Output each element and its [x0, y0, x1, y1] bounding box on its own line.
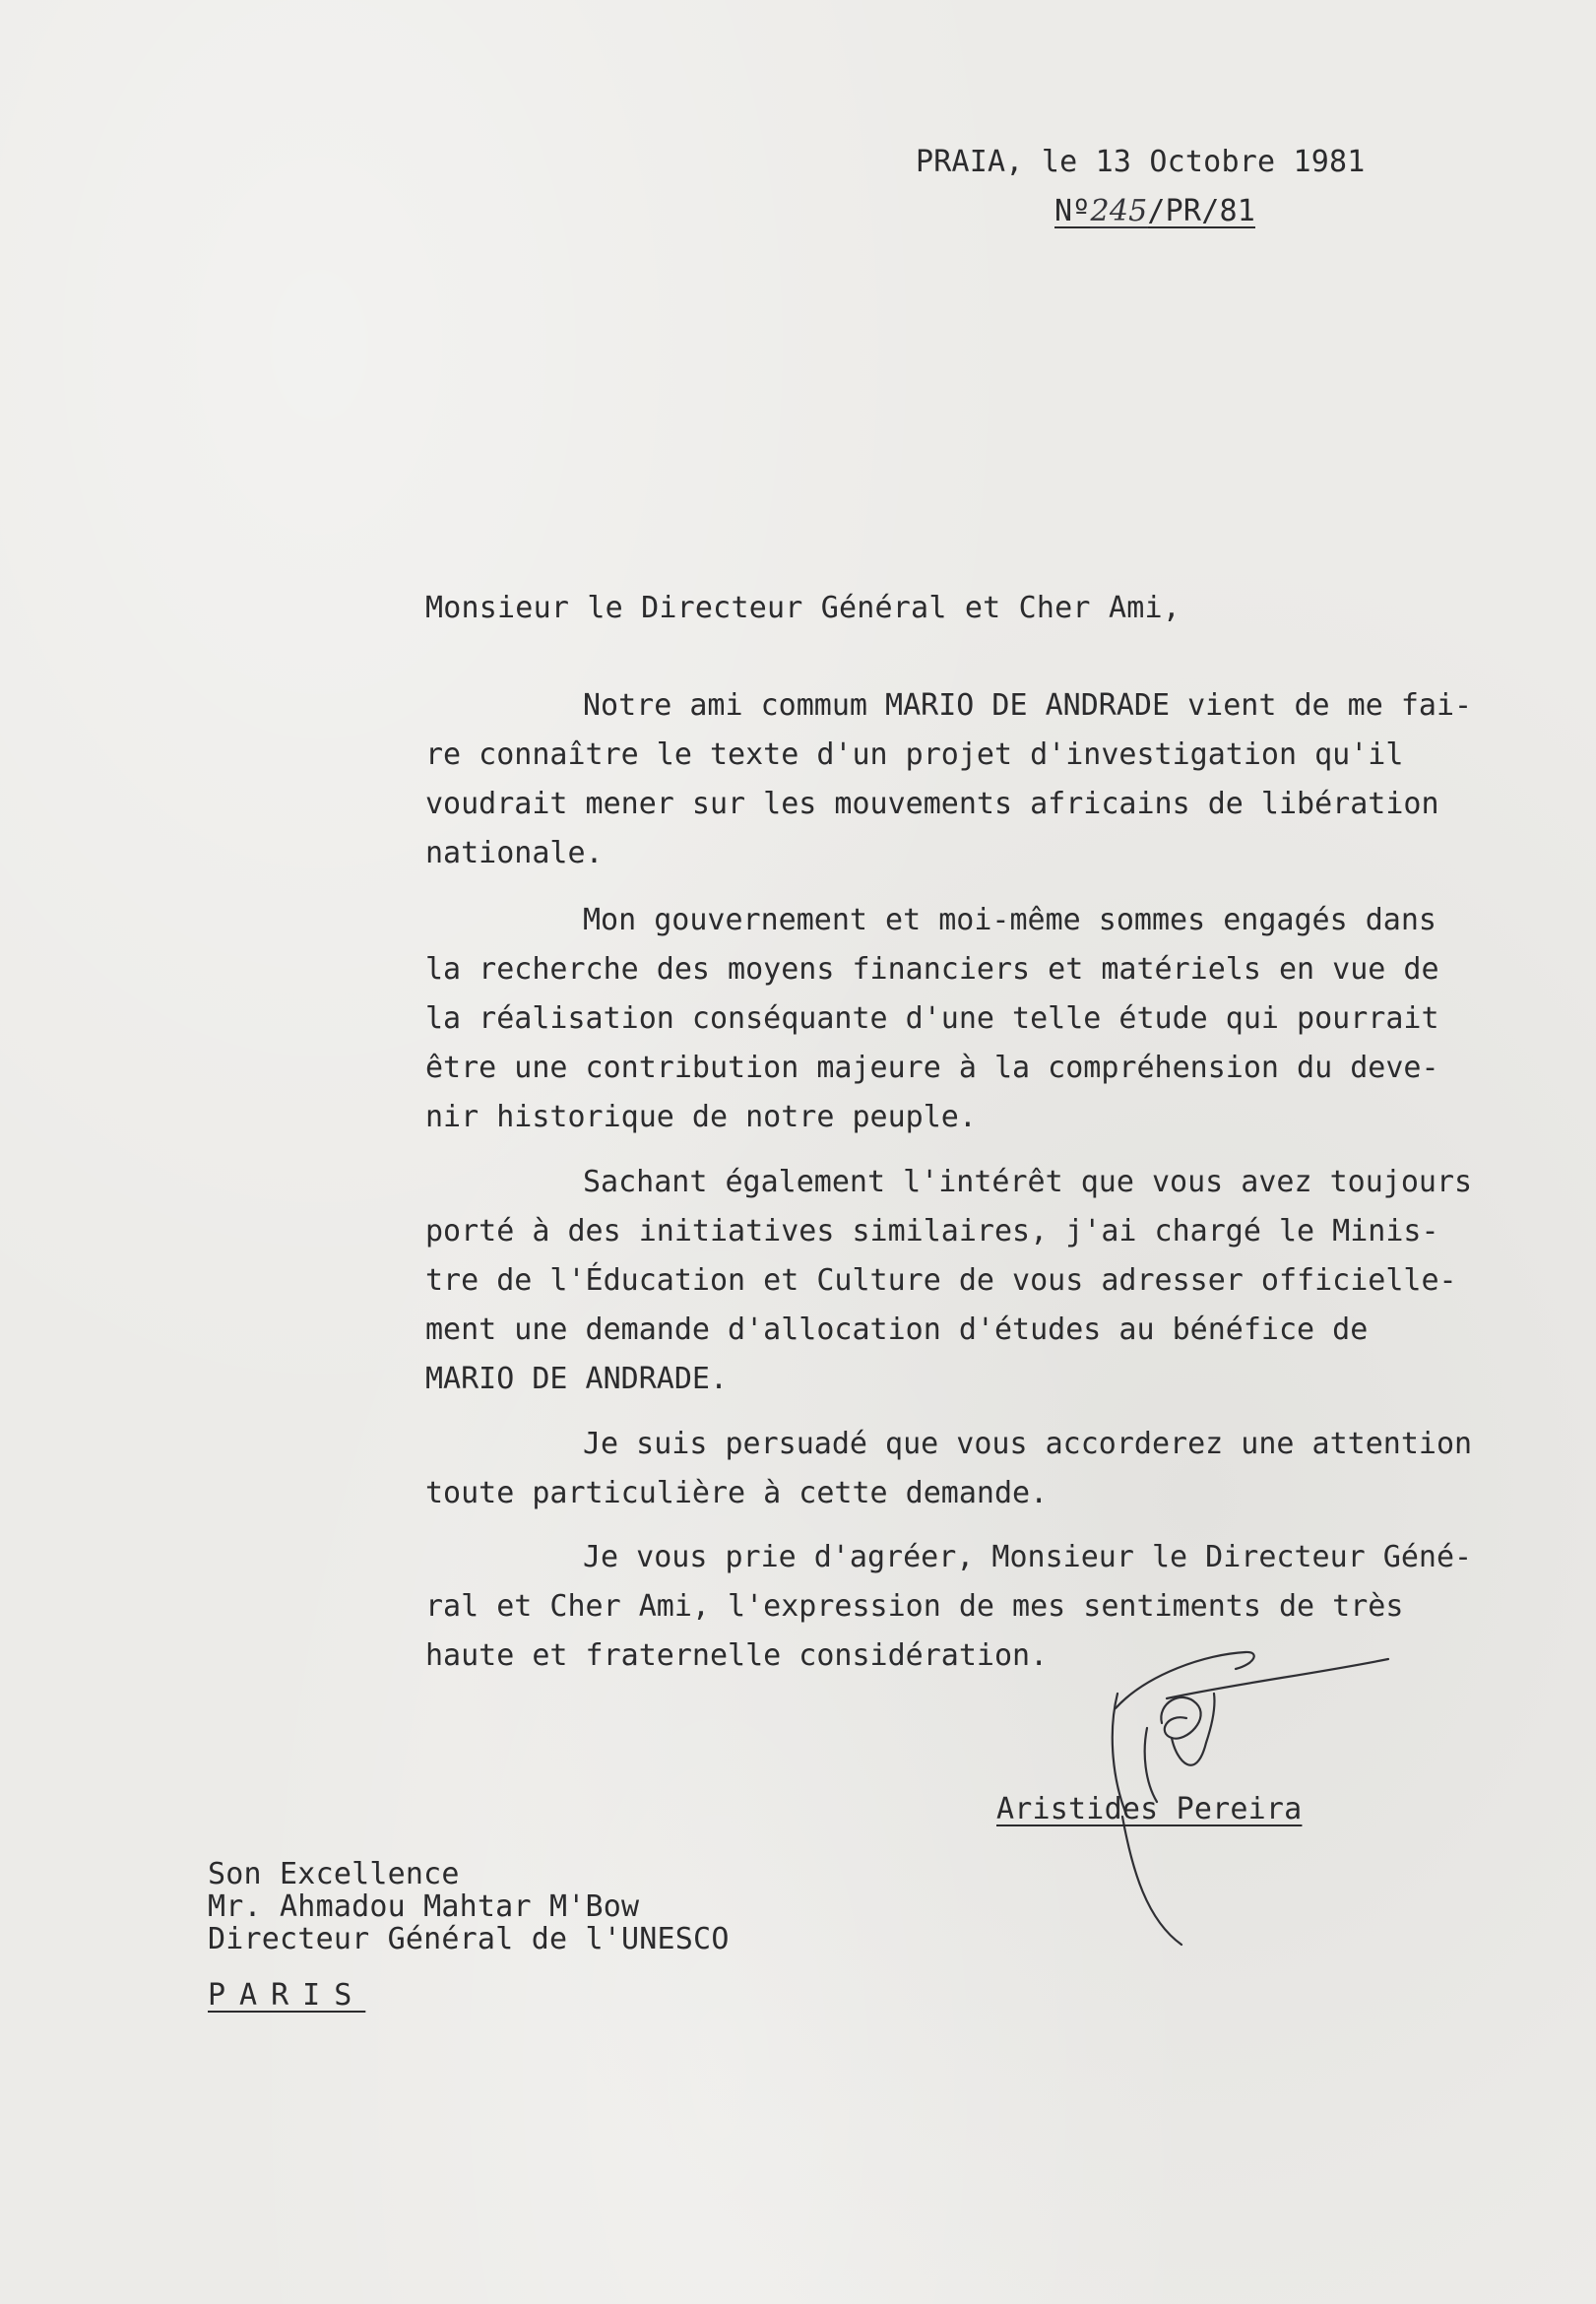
paragraph-line: MARIO DE ANDRADE.	[425, 1362, 729, 1396]
body-paragraph-2	[425, 896, 1526, 1142]
paragraph-line: haute et fraternelle considération.	[425, 1638, 1049, 1673]
reference-handwritten-number: 245	[1090, 194, 1148, 228]
place-date: PRAIA, le 13 Octobre 1981	[916, 145, 1366, 179]
body-paragraph-4	[425, 1420, 1526, 1518]
paragraph-line: Sachant également l'intérêt que vous avez toujours	[583, 1165, 1473, 1199]
signatory-name: Aristides Pereira	[996, 1792, 1303, 1826]
paragraph-line: tre de l'Éducation et Culture de vous adresser officielle-	[425, 1263, 1457, 1298]
body-paragraph-3	[425, 1158, 1526, 1404]
paragraph-line: porté à des initiatives similaires, j'ai chargé le Minis-	[425, 1214, 1439, 1248]
paragraph-line: nir historique de notre peuple.	[425, 1100, 977, 1134]
paragraph-line: la réalisation conséquante d'une telle étude qui pourrait	[425, 1001, 1439, 1036]
paragraph-line: nationale.	[425, 836, 604, 870]
paragraph-line: Mon gouvernement et moi-même sommes engagés dans	[583, 903, 1436, 937]
reference-number	[1054, 187, 1255, 236]
paragraph-line: re connaître le texte d'un projet d'investigation qu'il	[425, 737, 1404, 772]
paragraph-line: Je suis persuadé que vous accorderez une attention	[583, 1427, 1473, 1461]
paragraph-line: être une contribution majeure à la compréhension du deve-	[425, 1051, 1439, 1085]
paragraph-line: ral et Cher Ami, l'expression de mes sentiments de très	[425, 1589, 1404, 1624]
paragraph-line: toute particulière à cette demande.	[425, 1476, 1049, 1510]
addressee-name: Mr. Ahmadou Mahtar M'Bow	[208, 1889, 640, 1924]
reference-prefix: Nº	[1054, 194, 1091, 228]
body-paragraph-1	[425, 681, 1526, 878]
addressee-title: Son Excellence	[208, 1857, 460, 1891]
paragraph-line: voudrait mener sur les mouvements africains de libération	[425, 787, 1439, 821]
addressee-position: Directeur Général de l'UNESCO	[208, 1922, 730, 1956]
paragraph-line: ment une demande d'allocation d'études au bénéfice de	[425, 1312, 1369, 1347]
addressee-city: PARIS	[208, 1978, 366, 2013]
paragraph-line: Notre ami commum MARIO DE ANDRADE vient de me fai-	[583, 688, 1473, 723]
paragraph-line: la recherche des moyens financiers et matériels en vue de	[425, 952, 1439, 987]
reference-suffix: /PR/81	[1147, 194, 1255, 228]
body-paragraph-5	[425, 1533, 1526, 1681]
salutation: Monsieur le Directeur Général et Cher Ami,	[425, 591, 1181, 625]
paragraph-line: Je vous prie d'agréer, Monsieur le Directeur Géné-	[583, 1540, 1473, 1574]
